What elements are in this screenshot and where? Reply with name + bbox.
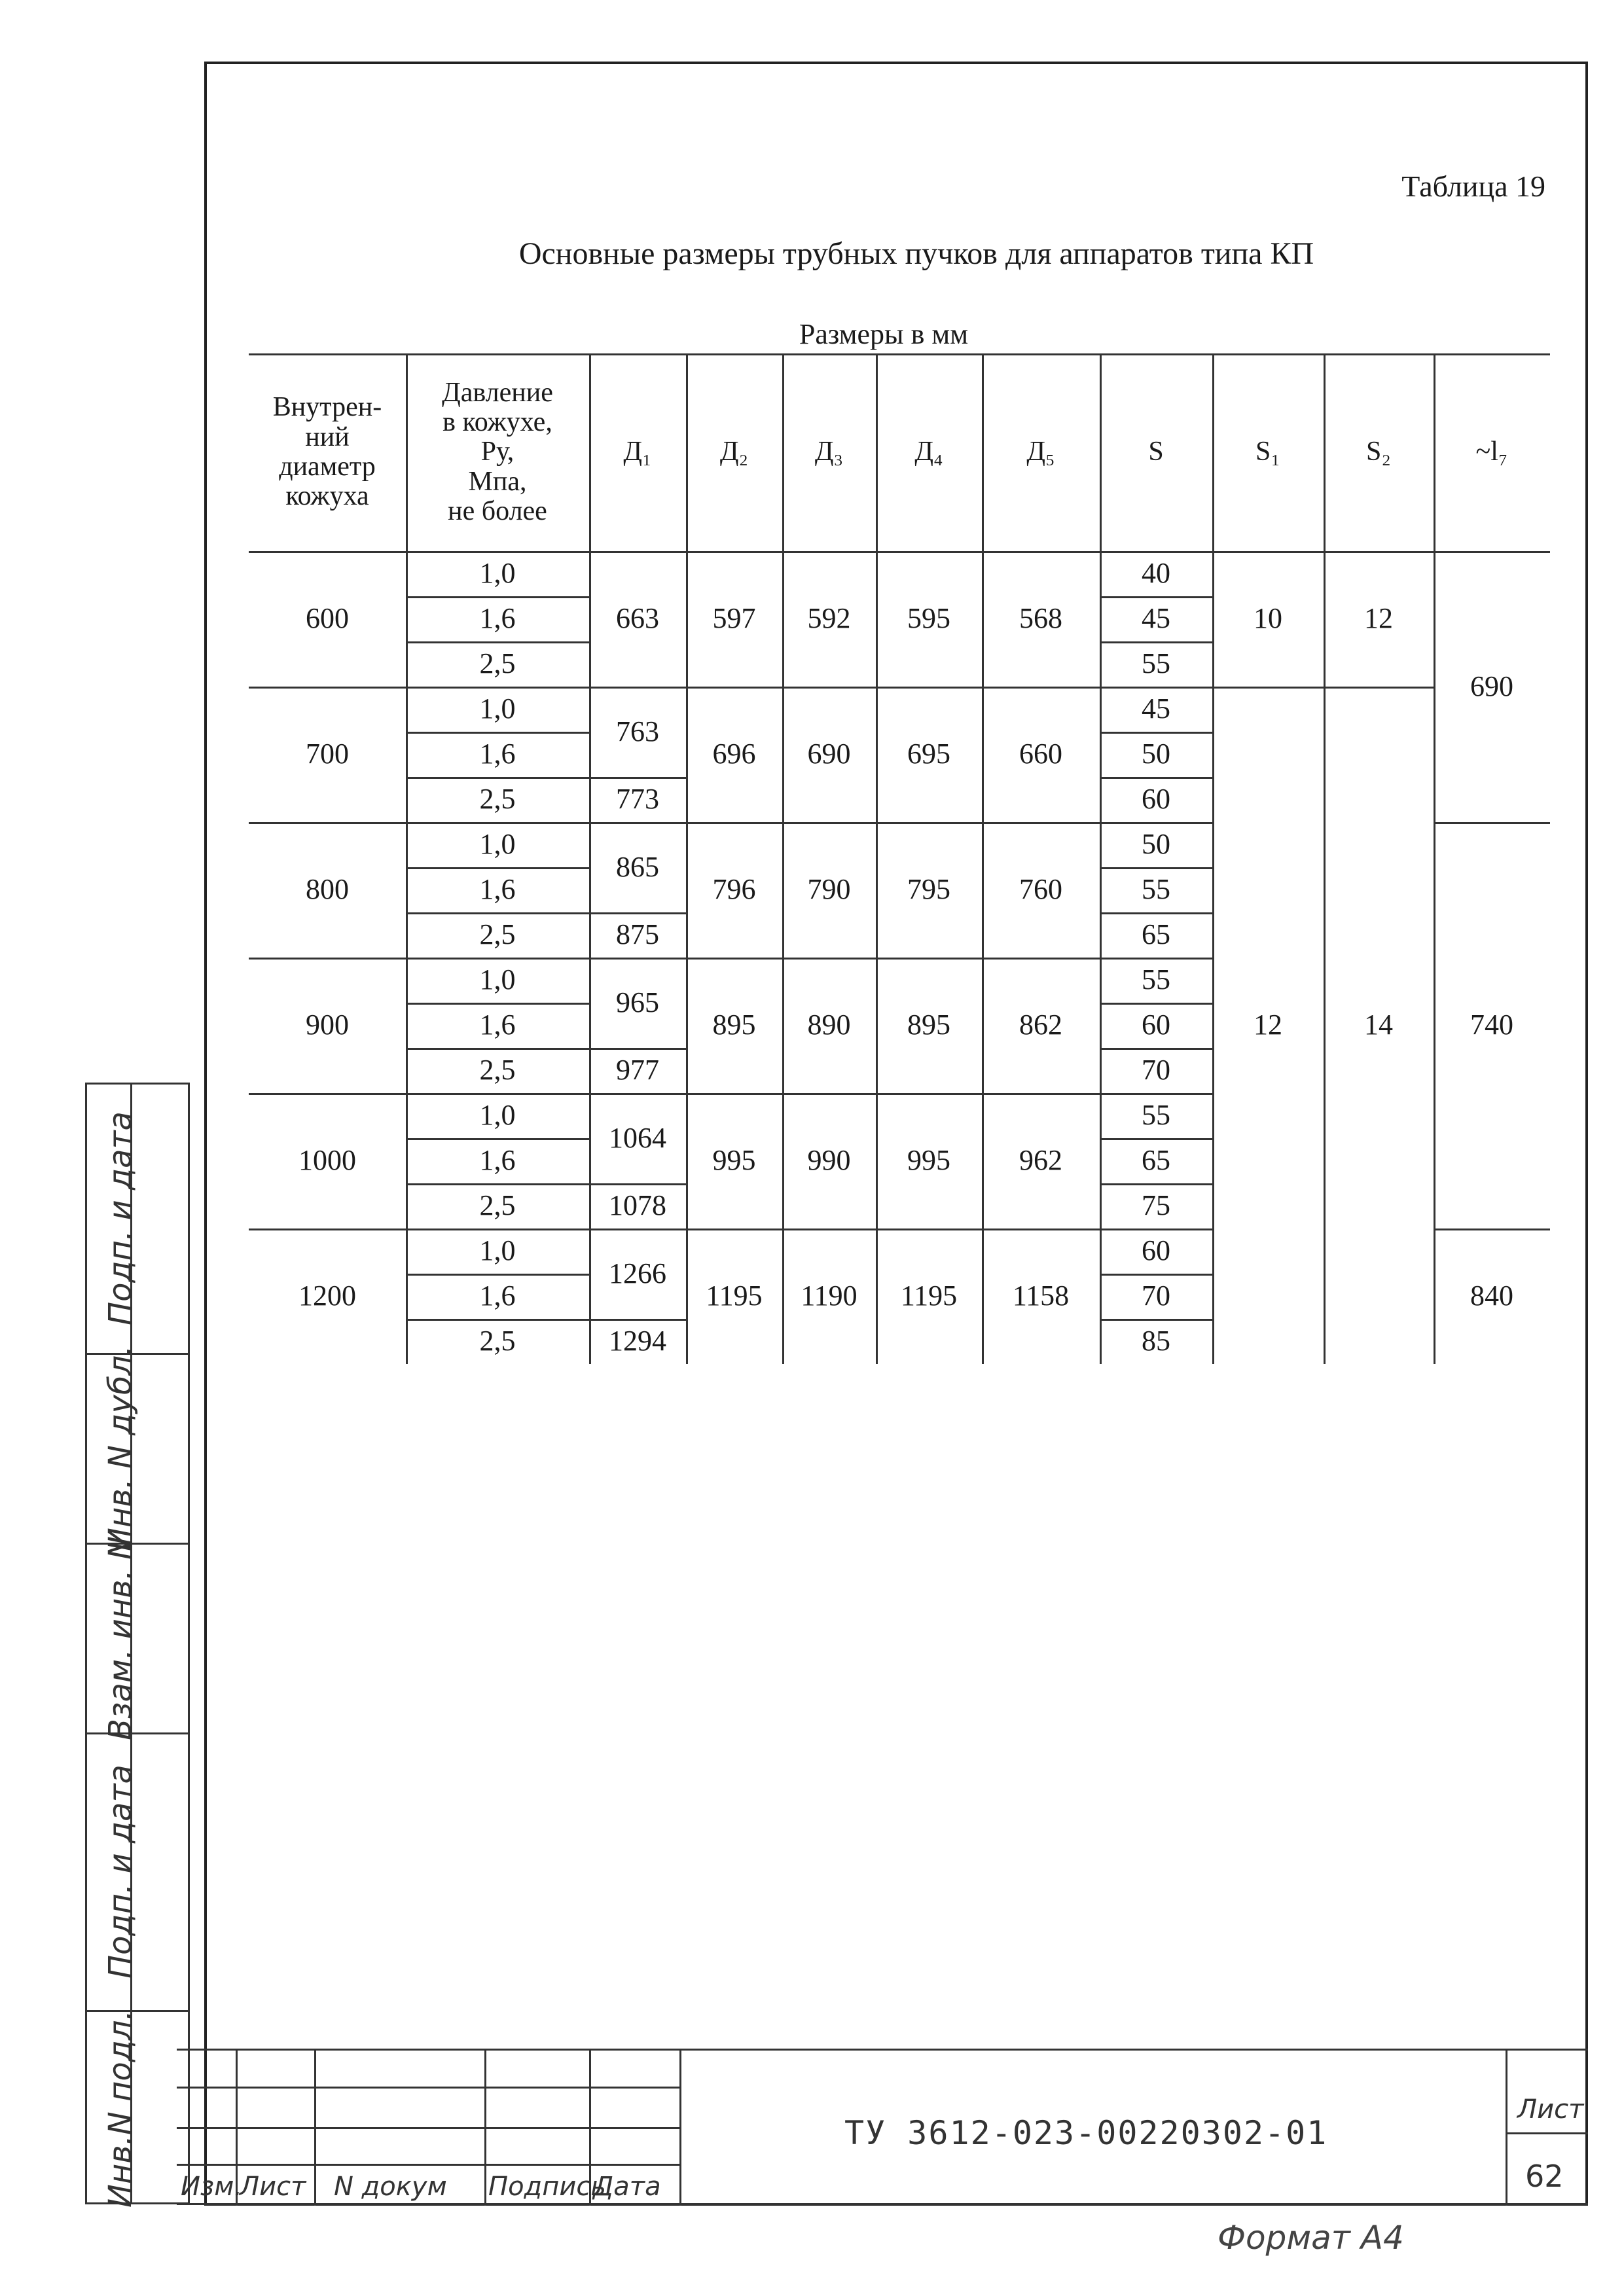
- s-cell: 45: [1142, 602, 1170, 635]
- table-number: Таблица 19: [1401, 170, 1545, 203]
- s-cell: 70: [1142, 1054, 1170, 1086]
- s-cell: 45: [1142, 692, 1170, 725]
- d3-cell: 1190: [801, 1280, 857, 1312]
- s-cell: 55: [1142, 963, 1170, 996]
- d1-cell: 763: [616, 715, 659, 747]
- d3-cell: 690: [807, 738, 851, 770]
- stamp-label-list: Лист: [240, 2172, 306, 2202]
- pressure-cell: 1,0: [479, 1234, 516, 1267]
- pressure-cell: 1,6: [479, 602, 516, 635]
- d4-cell: 795: [907, 873, 950, 906]
- diameter-cell: 1000: [298, 1144, 356, 1177]
- side-label-inv-dubl: Инв. N дубл.: [102, 1345, 139, 1552]
- pressure-cell: 2,5: [479, 783, 516, 816]
- d5-cell: 1158: [1012, 1280, 1070, 1312]
- header-s: S: [1148, 437, 1164, 467]
- s-cell: 70: [1142, 1280, 1170, 1312]
- s-cell: 60: [1142, 783, 1170, 816]
- diameter-cell: 700: [306, 738, 349, 770]
- stamp-label-podpis: Подпись: [488, 2172, 606, 2202]
- d1-cell: 1266: [609, 1257, 666, 1289]
- pressure-cell: 2,5: [479, 647, 516, 680]
- d4-cell: 895: [907, 1009, 950, 1041]
- header-s1: S₁: [1255, 437, 1280, 467]
- d1-cell: 865: [616, 850, 659, 883]
- pressure-cell: 1,0: [479, 692, 516, 725]
- d4-cell: 595: [907, 602, 950, 635]
- l7-cell: 840: [1470, 1280, 1513, 1312]
- s-cell: 75: [1142, 1189, 1170, 1222]
- document-code: ТУ 3612-023-00220302-01: [844, 2114, 1328, 2152]
- s-cell: 55: [1142, 1099, 1170, 1132]
- stamp-label-izm: Изм.: [181, 2172, 243, 2202]
- pressure-cell: 2,5: [479, 1189, 516, 1222]
- d1-cell: 1294: [609, 1325, 666, 1357]
- d5-cell: 962: [1019, 1144, 1062, 1177]
- d5-cell: 660: [1019, 738, 1062, 770]
- l7-cell: 690: [1470, 670, 1513, 702]
- header-l7: ~l₇: [1475, 437, 1508, 467]
- diameter-cell: 800: [306, 873, 349, 906]
- d2-cell: 796: [712, 873, 756, 906]
- d2-cell: 995: [712, 1144, 756, 1177]
- d4-cell: 695: [907, 738, 950, 770]
- s-cell: 40: [1142, 557, 1170, 590]
- header-d3: Д₃: [814, 437, 844, 467]
- pressure-cell: 2,5: [479, 1054, 516, 1086]
- s-cell: 60: [1142, 1009, 1170, 1041]
- d1-cell: 1078: [609, 1189, 666, 1222]
- diameter-cell: 600: [306, 602, 349, 635]
- l7-cell: 740: [1470, 1009, 1513, 1041]
- d3-cell: 990: [807, 1144, 851, 1177]
- s-cell: 55: [1142, 873, 1170, 906]
- stamp-label-sheet: Лист: [1517, 2094, 1584, 2125]
- d1-cell: 875: [616, 918, 659, 951]
- stamp-label-n-dokum: N докум: [334, 2172, 447, 2202]
- d1-cell: 1064: [609, 1121, 666, 1154]
- pressure-cell: 1,6: [479, 1009, 516, 1041]
- header-diameter: Внутрен- ний диаметр кожуха: [272, 392, 382, 512]
- s-cell: 50: [1142, 828, 1170, 861]
- s1-cell: 10: [1254, 602, 1282, 635]
- header-d1: Д₁: [623, 437, 652, 467]
- header-d4: Д₄: [914, 437, 943, 467]
- d3-cell: 790: [807, 873, 851, 906]
- pressure-cell: 2,5: [479, 918, 516, 951]
- s-cell: 65: [1142, 918, 1170, 951]
- header-pressure: Давление в кожухе, Ру, Мпа, не более: [442, 377, 553, 527]
- s-cell: 50: [1142, 738, 1170, 770]
- d3-cell: 890: [807, 1009, 851, 1041]
- units-caption: Размеры в мм: [799, 318, 969, 350]
- d5-cell: 760: [1019, 873, 1062, 906]
- d4-cell: 1195: [900, 1280, 958, 1312]
- s2-cell: 14: [1364, 1009, 1393, 1041]
- side-label-inv-podl: Инв.N подл.: [102, 2010, 139, 2208]
- pressure-cell: 2,5: [479, 1325, 516, 1357]
- d2-cell: 895: [712, 1009, 756, 1041]
- s2-cell: 12: [1364, 602, 1393, 635]
- sheet-number: 62: [1525, 2159, 1564, 2194]
- paper-format: Формат А4: [1218, 2219, 1404, 2257]
- d1-cell: 773: [616, 783, 659, 816]
- s1-cell: 12: [1254, 1009, 1282, 1041]
- d1-cell: 965: [616, 986, 659, 1018]
- s-cell: 55: [1142, 647, 1170, 680]
- s-cell: 65: [1142, 1144, 1170, 1177]
- pressure-cell: 1,6: [479, 738, 516, 770]
- d3-cell: 592: [807, 602, 851, 635]
- d5-cell: 862: [1019, 1009, 1062, 1041]
- d5-cell: 568: [1019, 602, 1062, 635]
- pressure-cell: 1,0: [479, 963, 516, 996]
- side-strip: [85, 1083, 190, 2208]
- d1-cell: 977: [616, 1054, 659, 1086]
- d4-cell: 995: [907, 1144, 950, 1177]
- d2-cell: 597: [712, 602, 756, 635]
- side-label-podp-data-2: Подп. и дата: [102, 1111, 139, 1326]
- pressure-cell: 1,0: [479, 557, 516, 590]
- pressure-cell: 1,0: [479, 828, 516, 861]
- diameter-cell: 1200: [298, 1280, 356, 1312]
- pressure-cell: 1,0: [479, 1099, 516, 1132]
- header-d2: Д₂: [719, 437, 749, 467]
- pressure-cell: 1,6: [479, 1144, 516, 1177]
- s-cell: 60: [1142, 1234, 1170, 1267]
- d2-cell: 696: [712, 738, 756, 770]
- page-title: Основные размеры трубных пучков для аппаратов типа КП: [518, 236, 1314, 271]
- side-label-podp-data-1: Подп. и дата: [102, 1765, 139, 1979]
- s-cell: 85: [1142, 1325, 1170, 1357]
- header-s2: S₂: [1365, 437, 1391, 467]
- diameter-cell: 900: [306, 1009, 349, 1041]
- header-d5: Д₅: [1026, 437, 1055, 467]
- d1-cell: 663: [616, 602, 659, 635]
- stamp-label-data: Дата: [593, 2172, 661, 2202]
- d2-cell: 1195: [706, 1280, 763, 1312]
- pressure-cell: 1,6: [479, 1280, 516, 1312]
- pressure-cell: 1,6: [479, 873, 516, 906]
- side-label-vzam-inv: Взам. инв. N: [102, 1536, 139, 1740]
